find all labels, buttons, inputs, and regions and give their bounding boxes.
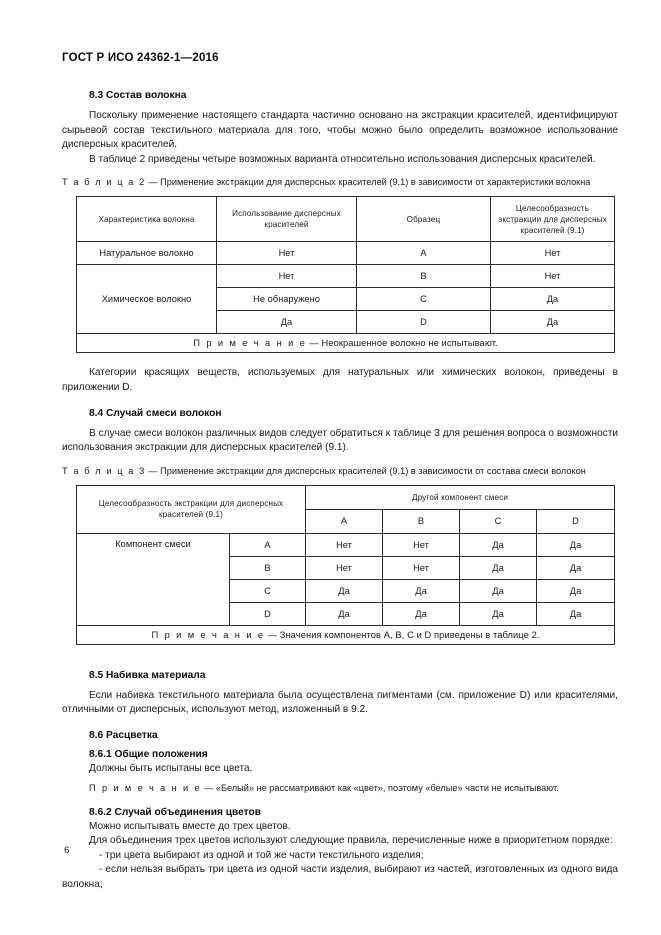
heading-8-6-1: 8.6.1 Общие положения: [89, 748, 208, 760]
table-2-cell-sample-0: A: [357, 242, 491, 265]
heading-8-4: 8.4 Случай смеси волокон: [89, 407, 222, 419]
spacer: [62, 456, 618, 465]
table-3-note-label: П р и м е ч а н и е: [151, 629, 265, 640]
table-3-group-header: Другой компонент смеси: [306, 485, 615, 509]
table-3-cell-1-0: Нет: [306, 556, 383, 579]
table-3-note-text: — Значения компонентов A, B, C и D приведены в таблице 2.: [267, 629, 540, 640]
page-content: [62, 52, 618, 893]
table-2-cell-advisability-3: Да: [491, 311, 615, 334]
table-2-caption-text: — Применение экстракции для дисперсных красителей (9.1) в зависимости от характеристики волокна: [148, 177, 591, 188]
table-3-caption-text: — Применение экстракции для дисперсных красителей (9.1) в зависимости от состава смеси волокон: [148, 465, 586, 476]
table-3-header-row-1: [77, 485, 615, 509]
table-2-header-advisability: Целесообразность экстракции для дисперсных красителей (9.1): [491, 197, 615, 242]
table-2-note: [77, 334, 615, 353]
paragraph-8-4-1: В случае смеси волокон различных видов следует обратиться к таблице 3 для решения вопроса о возможности использования экстракции для дисперсных красителей (9.1).: [62, 427, 618, 454]
table-3-col-label-c: C: [460, 509, 537, 533]
note-8-6-1: [62, 782, 618, 795]
table-3-caption: [62, 465, 618, 478]
table-row: [77, 242, 615, 265]
table-2-cell-advisability-0: Нет: [491, 242, 615, 265]
table-3-caption-label: Т а б л и ц а 3: [62, 465, 146, 476]
table-3-cell-1-1: Нет: [383, 556, 460, 579]
table-2-note-label: П р и м е ч а н и е: [193, 338, 307, 349]
table-3-row-label-1: B: [230, 556, 306, 579]
table-3-cell-2-3: Да: [537, 579, 615, 602]
document-standard-header: ГОСТ Р ИСО 24362-1—2016: [62, 52, 219, 64]
table-3-cell-1-3: Да: [537, 556, 615, 579]
paragraph-8-6-2-1: Можно испытывать вместе до трех цветов.: [89, 820, 291, 832]
table-2-cell-usage-0: Нет: [217, 242, 357, 265]
heading-8-6-2: 8.6.2 Случай объединения цветов: [89, 806, 261, 818]
table-2-cell-advisability-1: Нет: [491, 265, 615, 288]
table-2-note-text: — Неокрашенное волокно не испытывают.: [309, 338, 498, 349]
table-3-cell-2-0: Да: [306, 579, 383, 602]
spacer: [62, 353, 618, 366]
table-2-note-row: [77, 334, 615, 353]
table-2-cell-usage-1: Нет: [217, 265, 357, 288]
table-3-cell-3-3: Да: [537, 602, 615, 625]
table-3-cell-3-1: Да: [383, 602, 460, 625]
table-3-cell-3-0: Да: [306, 602, 383, 625]
paragraph-8-6-2-2: Для объединения трех цветов используют следующие правила, перечисленные ниже в приоритетном порядке:: [89, 835, 613, 847]
paragraph-8-3-1: Поскольку применение настоящего стандарта частично основано на экстракции красителей, идентифицируют сырьевой состав текстильного материала для того, чтобы можно было определить возможное использование дисперсных красителей.: [62, 110, 618, 151]
table-3-cell-3-2: Да: [460, 602, 537, 625]
table-3: [76, 485, 615, 645]
table-2-header-row: [77, 197, 615, 242]
table-3-cell-0-1: Нет: [383, 533, 460, 556]
table-3-row-label-3: D: [230, 602, 306, 625]
heading-8-6: 8.6 Расцветка: [89, 729, 158, 741]
list-item: - три цвета выбирают из одной и той же части текстильного изделия;: [99, 849, 424, 861]
table-3-cell-1-2: Да: [460, 556, 537, 579]
table-row: [77, 533, 615, 556]
table-3-cell-0-0: Нет: [306, 533, 383, 556]
paragraph-8-3-3: Категории красящих веществ, используемых для натуральных или химических волокон, приведены в приложении D.: [62, 367, 618, 393]
table-2-cell-usage-3: Да: [217, 311, 357, 334]
table-2-header-sample: Образец: [357, 197, 491, 242]
note-8-6-1-text: — «Белый» не рассматривают как «цвет», поэтому «белые» части не испытывают.: [204, 782, 559, 793]
table-3-col-label-b: B: [383, 509, 460, 533]
table-2-caption: [62, 176, 618, 189]
paragraph-8-6-1-1: Должны быть испытаны все цвета.: [89, 762, 253, 774]
table-row: [77, 265, 615, 288]
table-2-cell-advisability-2: Да: [491, 288, 615, 311]
table-3-cell-2-1: Да: [383, 579, 460, 602]
spacer: [62, 795, 618, 800]
table-3-row-group-label: Компонент смеси: [77, 533, 230, 625]
table-2-cell-sample-3: D: [357, 311, 491, 334]
table-2-header-fiber: Характеристика волокна: [77, 197, 217, 242]
table-3-cell-0-2: Да: [460, 533, 537, 556]
heading-8-3: 8.3 Состав волокна: [89, 90, 187, 101]
table-3-row-label-2: C: [230, 579, 306, 602]
paragraph-8-5-1: Если набивка текстильного материала была осуществлена пигментами (см. приложение D) или красителями, отличными от дисперсных, используют метод, изложенный в 9.2.: [62, 689, 618, 716]
table-2-header-usage: Использование дисперсных красителей: [217, 197, 357, 242]
table-2: [76, 196, 615, 353]
table-3-corner-header: Целесообразность экстракции для дисперсных красителей (9.1): [77, 485, 306, 533]
paragraph-8-3-2: В таблице 2 приведены четыре возможных варианта относительно использования дисперсных красителей.: [89, 153, 596, 165]
table-2-cell-sample-2: C: [357, 288, 491, 311]
table-3-col-label-a: A: [306, 509, 383, 533]
table-3-note: [77, 625, 615, 644]
table-2-cell-fiber-chemical: Химическое волокно: [77, 265, 217, 334]
table-2-caption-label: Т а б л и ц а 2: [62, 177, 146, 188]
spacer: [62, 167, 618, 176]
table-3-note-row: [77, 625, 615, 644]
note-8-6-1-label: П р и м е ч а н и е: [89, 782, 202, 793]
list-item: - если нельзя выбрать три цвета из одной части изделия, выбирают из частей, изготовленных из одного вида волокна;: [62, 864, 618, 890]
spacer: [62, 645, 618, 658]
page-number: 6: [64, 845, 70, 856]
heading-8-5: 8.5 Набивка материала: [89, 669, 206, 681]
table-3-cell-0-3: Да: [537, 533, 615, 556]
table-2-cell-usage-2: Не обнаружено: [217, 288, 357, 311]
table-3-col-label-d: D: [537, 509, 615, 533]
table-3-cell-2-2: Да: [460, 579, 537, 602]
table-2-cell-fiber-natural: Натуральное волокно: [77, 242, 217, 265]
table-3-row-label-0: A: [230, 533, 306, 556]
table-2-cell-sample-1: B: [357, 265, 491, 288]
